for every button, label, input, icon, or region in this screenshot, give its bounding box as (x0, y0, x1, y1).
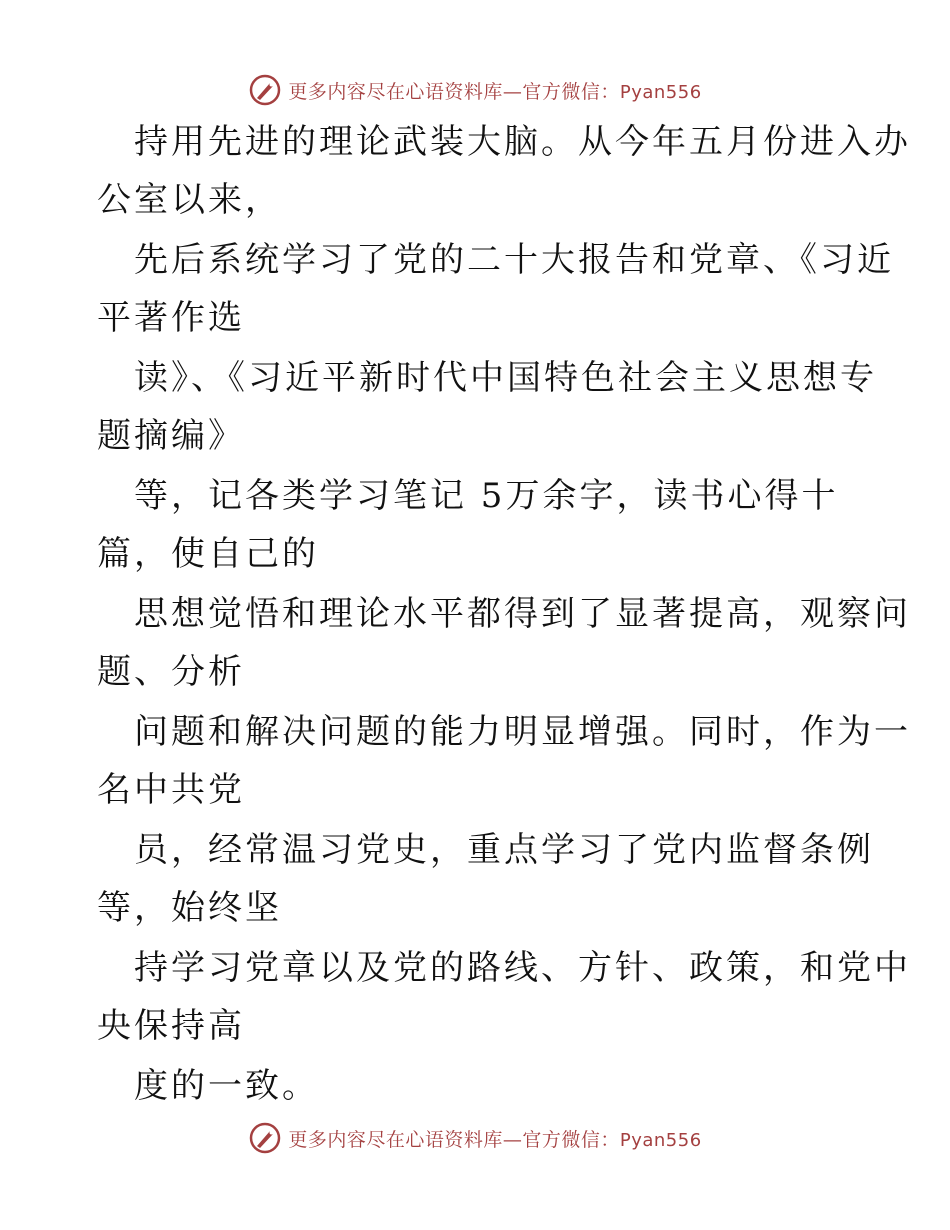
paragraph-line: 问题和解决问题的能力明显增强。同时，作为一 (134, 712, 911, 752)
paragraph-line: 持学习党章以及党的路线、方针、政策，和党中 (134, 948, 911, 988)
watermark-text: 更多内容尽在心语资料库—官方微信：Pyan556 (288, 1128, 702, 1151)
paragraph-line: 等，记各类学习笔记 5万余字，读书心得十 (134, 476, 839, 516)
paragraph-line: 央保持高 (97, 1006, 245, 1046)
paragraph-line: 题摘编》 (97, 416, 245, 456)
header-watermark (0, 70, 950, 110)
footer-watermark (0, 1118, 950, 1158)
paragraph-line: 先后系统学习了党的二十大报告和党章、《习近 (134, 240, 894, 280)
paragraph-line: 员，经常温习党史，重点学习了党内监督条例 (134, 830, 874, 870)
paragraph-line: 持用先进的理论武装大脑。从今年五月份进入办 (134, 122, 911, 162)
paragraph-line: 平著作选 (97, 298, 245, 338)
paragraph-line: 名中共党 (97, 770, 245, 810)
paragraph-line: 题、分析 (97, 652, 245, 692)
paragraph-line: 等，始终坚 (97, 888, 282, 928)
pen-circle-logo-icon (248, 73, 282, 107)
paragraph-line: 公室以来， (97, 180, 282, 220)
paragraph-line: 篇，使自己的 (97, 534, 319, 574)
paragraph-line: 思想觉悟和理论水平都得到了显著提高，观察问 (134, 594, 911, 634)
paragraph-line: 读》、《习近平新时代中国特色社会主义思想专 (134, 358, 877, 398)
pen-circle-logo-icon (248, 1121, 282, 1155)
watermark-text: 更多内容尽在心语资料库—官方微信：Pyan556 (288, 80, 702, 103)
paragraph-line: 度的一致。 (134, 1066, 319, 1106)
